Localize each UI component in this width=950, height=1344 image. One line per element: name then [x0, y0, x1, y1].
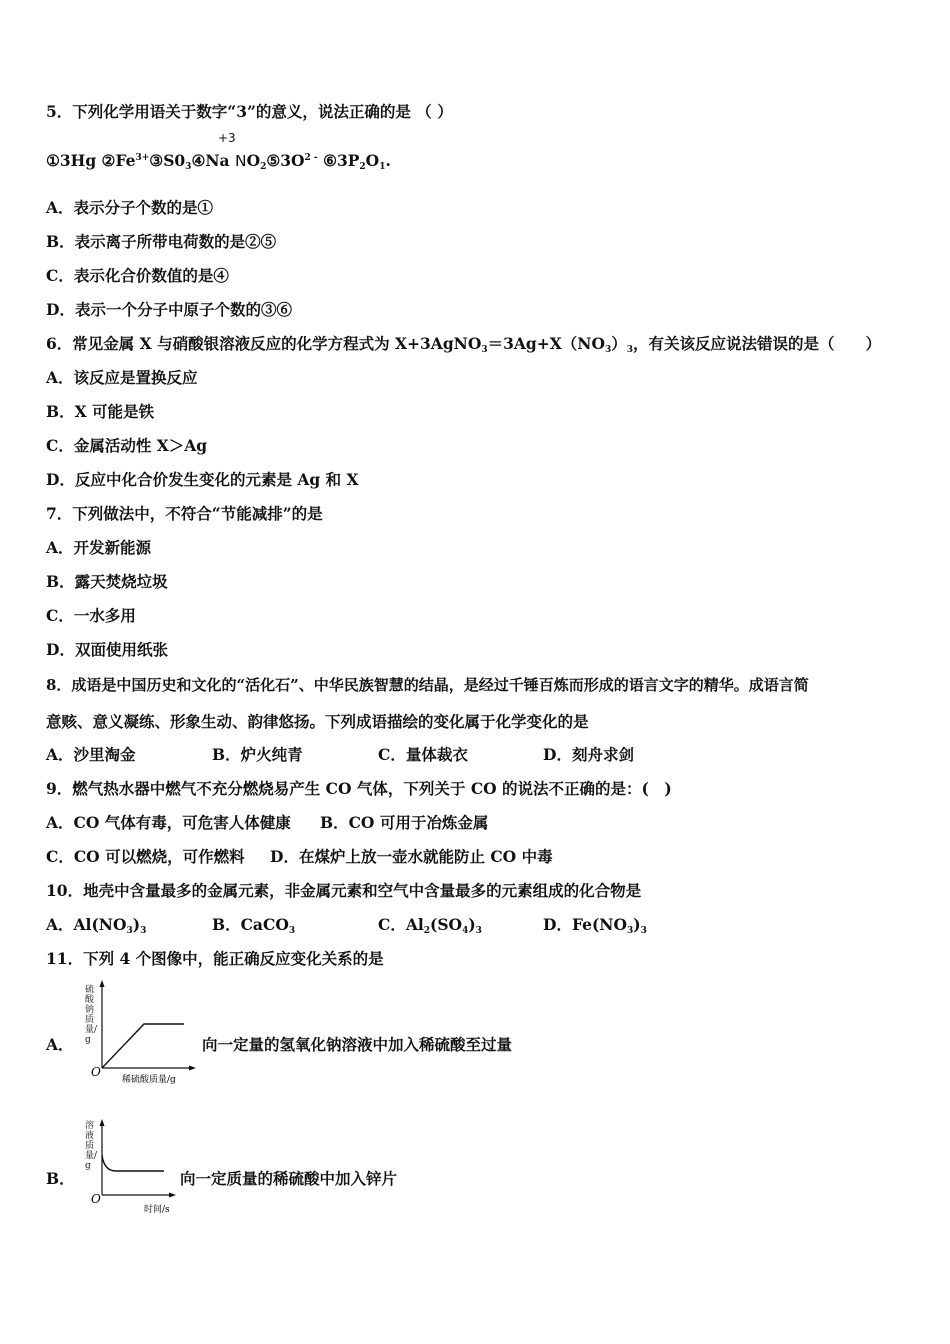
q8-option-b: B．炉火纯青: [212, 745, 303, 764]
graph-a-origin: O: [91, 1065, 101, 1079]
graph-a-y-arrow: [100, 980, 105, 987]
q10-c-sub3: 3: [475, 926, 482, 936]
q10-a-sub: 3: [126, 926, 133, 936]
q8-stem-line1: 8．成语是中国历史和文化的“活化石”、中华民族智慧的结晶，是经过千锤百炼而形成的语言文字的精华。成语言简: [46, 676, 809, 694]
q6-stem: [46, 334, 881, 360]
q7-option-c: C．一水多用: [46, 606, 136, 625]
q10-c-sub2: 4: [462, 926, 469, 936]
q5-option-d: D．表示一个分子中原子个数的③⑥: [46, 300, 292, 319]
graph-a-curve: [102, 1024, 184, 1068]
graph-b-origin: O: [91, 1192, 101, 1206]
q5-formula-p5-sup: 2 -: [304, 153, 318, 163]
q10-option-b: [212, 915, 295, 941]
q10-c-sub: 2: [423, 926, 431, 936]
q5-stem: 5．下列化学用语关于数字“3”的意义，说法正确的是 （ ）: [46, 102, 453, 121]
q5-valence-mark: +3: [218, 131, 236, 145]
q10-b-sub: 3: [288, 926, 296, 936]
q10-c-text: C．Al: [378, 915, 424, 934]
q10-a-text2: ): [132, 915, 141, 934]
q9-stem: 9．燃气热水器中燃气不充分燃烧易产生 CO 气体，下列关于 CO 的说法不正确的是：( ): [46, 779, 672, 798]
q5-formula-p1-sup: 3+: [135, 153, 150, 163]
graph-b-xlabel: 时间/s: [144, 1205, 170, 1215]
q11-stem: 11．下列 4 个图像中，能正确反应变化关系的是: [46, 949, 384, 968]
q10-d-sub2: 3: [640, 926, 647, 936]
q7-option-a: A．开发新能源: [46, 538, 152, 557]
graph-b-x-arrow: [169, 1193, 176, 1198]
q10-c-text2: (SO: [430, 915, 463, 934]
q5-formula-p7: O: [365, 151, 380, 170]
q9-option-d: D．在煤炉上放一壶水就能防止 CO 中毒: [270, 847, 553, 866]
q11-graph-b-letter: B．: [46, 1169, 75, 1188]
q10-b-text: B．CaCO: [212, 915, 289, 934]
q10-d-text: D．Fe(NO: [543, 915, 627, 934]
q7-option-b: B．露天焚烧垃圾: [46, 572, 168, 591]
q6-stem-sub3: 3: [626, 345, 633, 355]
q6-option-d: D．反应中化合价发生变化的元素是 Ag 和 X: [46, 470, 359, 489]
q5-formula-p1: ①3Hg ②Fe: [46, 151, 136, 170]
q5-option-a: A．表示分子个数的是①: [46, 198, 214, 217]
q6-stem-d: ，有关该反应说法错误的是（ ）: [633, 334, 882, 353]
q5-formula-end: .: [385, 151, 391, 170]
q7-option-d: D．双面使用纸张: [46, 640, 168, 659]
q5-option-b: B．表示离子所带电荷数的是②⑤: [46, 232, 277, 251]
q7-stem: 7．下列做法中，不符合“节能减排”的是: [46, 504, 323, 523]
q5-formula-p6: ⑥3P: [317, 151, 360, 170]
q11-graph-a: [80, 978, 200, 1088]
q10-c-text3: ): [468, 915, 476, 934]
q8-option-a: A．沙里淘金: [46, 745, 136, 764]
graph-a-ylabel: 硫酸钠质量/g: [85, 985, 98, 1045]
q10-option-c: [378, 915, 482, 941]
q6-stem-sub2: 3: [604, 345, 612, 355]
q6-stem-a: 6．常见金属 X 与硝酸银溶液反应的化学方程式为 X+3AgNO: [46, 334, 482, 353]
q11-graph-b-caption: 向一定质量的稀硫酸中加入锌片: [180, 1169, 398, 1188]
q9-option-c: C．CO 可以燃烧，可作燃料: [46, 847, 245, 866]
q5-formula-p3: ④Na: [191, 151, 235, 170]
q6-option-c: C．金属活动性 X＞Ag: [46, 436, 208, 455]
q10-a-sub2: 3: [140, 926, 147, 936]
q5-formula-n: N: [234, 152, 247, 170]
q6-stem-sub1: 3: [481, 345, 488, 355]
q6-stem-c: ）: [611, 334, 627, 353]
q10-d-text2: ): [633, 915, 641, 934]
graph-a-x-arrow: [189, 1066, 196, 1071]
q5-formula-p6-sub: 2: [359, 162, 366, 172]
q6-option-b: B．X 可能是铁: [46, 402, 155, 421]
q5-option-c: C．表示化合价数值的是④: [46, 266, 229, 285]
q5-formula-p4-sub: 2: [260, 162, 267, 172]
q11-graph-a-letter: A．: [46, 1035, 74, 1054]
q10-d-sub: 3: [626, 926, 634, 936]
q5-formula-p2-sub: 3: [185, 162, 192, 172]
q5-formula-p4: O: [246, 151, 261, 170]
q10-a-text: A．Al(NO: [46, 915, 127, 934]
q5-formula-p5: ⑤3O: [266, 151, 305, 170]
q5-formula: [46, 148, 391, 177]
q8-option-c: C．量体裁衣: [378, 745, 468, 764]
q9-option-a: A．CO 气体有毒，可危害人体健康: [46, 813, 291, 832]
q11-graph-a-caption: 向一定量的氢氧化钠溶液中加入稀硫酸至过量: [202, 1035, 513, 1054]
q8-option-d: D．刻舟求剑: [543, 745, 634, 764]
q5-formula-p7-sub: 1: [379, 162, 386, 172]
graph-a-xlabel: 稀硫酸质量/g: [122, 1075, 176, 1085]
q10-option-a: [46, 915, 146, 941]
q5-formula-p2: ③S0: [149, 151, 186, 170]
graph-b-y-arrow: [100, 1119, 105, 1126]
q10-option-d: [543, 915, 647, 941]
q6-option-a: A．该反应是置换反应: [46, 368, 198, 387]
q9-option-b: B．CO 可用于冶炼金属: [320, 813, 489, 832]
q8-stem-line2: 意赅、意义凝练、形象生动、韵律悠扬。下列成语描绘的变化属于化学变化的是: [46, 712, 589, 731]
graph-b-ylabel: 溶液质量/g: [85, 1121, 98, 1171]
q6-stem-b: ＝3Ag+X（NO: [487, 334, 605, 353]
q10-stem: 10．地壳中含量最多的金属元素，非金属元素和空气中含量最多的元素组成的化合物是: [46, 881, 642, 900]
graph-b-curve: [102, 1155, 164, 1171]
